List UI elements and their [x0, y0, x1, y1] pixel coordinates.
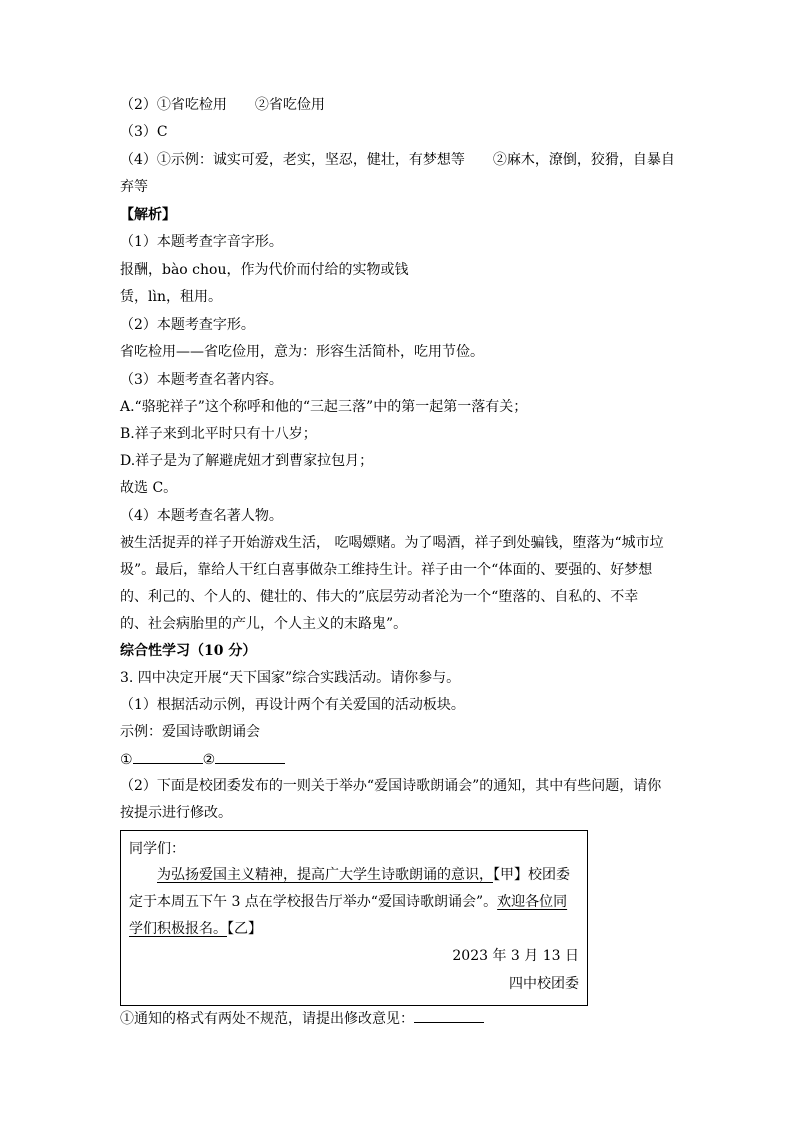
- answer-blank[interactable]: [215, 749, 285, 764]
- notice-salutation: 同学们：: [129, 841, 185, 857]
- notice-date: 2023 年 3 月 13 日: [452, 948, 579, 964]
- analysis-line: A.“骆驼祥子”这个称呼和他的“三起三落”中的第一起第一落有关；: [120, 399, 528, 415]
- notice-line2: [129, 892, 567, 912]
- analysis-line: （2）本题考查字形。: [120, 317, 255, 333]
- analysis-line: 的、利己的、个人的、健壮的、伟大的”底层劳动者沦为一个“堕落的、自私的、不幸: [120, 589, 639, 605]
- notice-mark-jia: 【甲】: [493, 867, 528, 883]
- answer-blanks-line: [120, 749, 285, 770]
- example-line: 示例：爱国诗歌朗诵会: [120, 724, 260, 740]
- blank-label: ①: [120, 752, 133, 768]
- analysis-line: 省吃检用——省吃俭用，意为：形容生活简朴，吃用节俭。: [120, 344, 484, 360]
- analysis-line: （4）本题考查名著人物。: [120, 508, 283, 524]
- analysis-line: 报酬，bào chou，作为代价而付给的实物或钱: [120, 262, 409, 278]
- notice-text: 定于本周五下午 3 点在学校报告厅举办“爱国诗歌朗诵会”。: [129, 894, 498, 910]
- notice-underlined-text: 欢迎各位同: [497, 894, 568, 910]
- answer-4-line1: （4）①示例：诚实可爱，老实，坚忍，健壮，有梦想等 ②麻木，潦倒，狡猾，自暴自: [120, 152, 675, 168]
- answer-3: （3）C: [120, 124, 168, 140]
- analysis-line: （3）本题考查名著内容。: [120, 372, 283, 388]
- notice-line1: [157, 865, 570, 885]
- answer-2: （2）①省吃检用 ②省吃俭用: [120, 97, 325, 113]
- question-3-2-line2: 按提示进行修改。: [120, 805, 232, 821]
- notice-line3: [129, 919, 262, 939]
- answer-blank[interactable]: [414, 1008, 484, 1023]
- analysis-line: 的、社会病胎里的产儿，个人主义的末路鬼”。: [120, 616, 408, 632]
- question-text: ①通知的格式有两处不规范，请提出修改意见：: [120, 1011, 414, 1027]
- blank-label: ②: [202, 752, 216, 768]
- question-3-2-line1: （2）下面是校团委发布的一则关于举办“爱国诗歌朗诵会”的通知，其中有些问题，请你: [120, 778, 662, 794]
- question-3-2-sub1: [120, 1008, 484, 1029]
- notice-underlined-text: 为弘扬爱国主义精神，提高广大学生诗歌朗诵的意识，: [157, 867, 493, 883]
- analysis-heading: 【解析】: [120, 207, 176, 223]
- analysis-line: 圾”。最后，靠给人干红白喜事做杂工维持生计。祥子由一个“体面的、要强的、好梦想: [120, 562, 653, 578]
- notice-text: 校团委: [528, 867, 570, 883]
- analysis-line: （1）本题考查字音字形。: [120, 234, 283, 250]
- question-3-1: （1）根据活动示例，再设计两个有关爱国的活动板块。: [120, 697, 465, 713]
- section-title: 综合性学习（10 分）: [120, 643, 257, 659]
- answer-4-line2: 弃等: [120, 179, 148, 195]
- notice-signature: 四中校团委: [509, 976, 579, 992]
- notice-mark-yi: 【乙】: [227, 921, 262, 937]
- question-3: 3. 四中决定开展“天下国家”综合实践活动。请你参与。: [120, 670, 461, 686]
- notice-underlined-text: 学们积极报名。: [129, 921, 227, 937]
- analysis-line: D.祥子是为了解避虎妞才到曹家拉包月；: [120, 453, 374, 469]
- analysis-line: 被生活捉弄的祥子开始游戏生活， 吃喝嫖赌。为了喝酒，祥子到处骗钱，堕落为“城市垃: [120, 535, 664, 551]
- analysis-line: 赁，lìn，租用。: [120, 289, 222, 305]
- answer-blank[interactable]: [133, 749, 203, 764]
- analysis-line: 故选 C。: [120, 480, 178, 496]
- analysis-line: B.祥子来到北平时只有十八岁；: [120, 426, 317, 442]
- notice-box: [120, 830, 588, 1006]
